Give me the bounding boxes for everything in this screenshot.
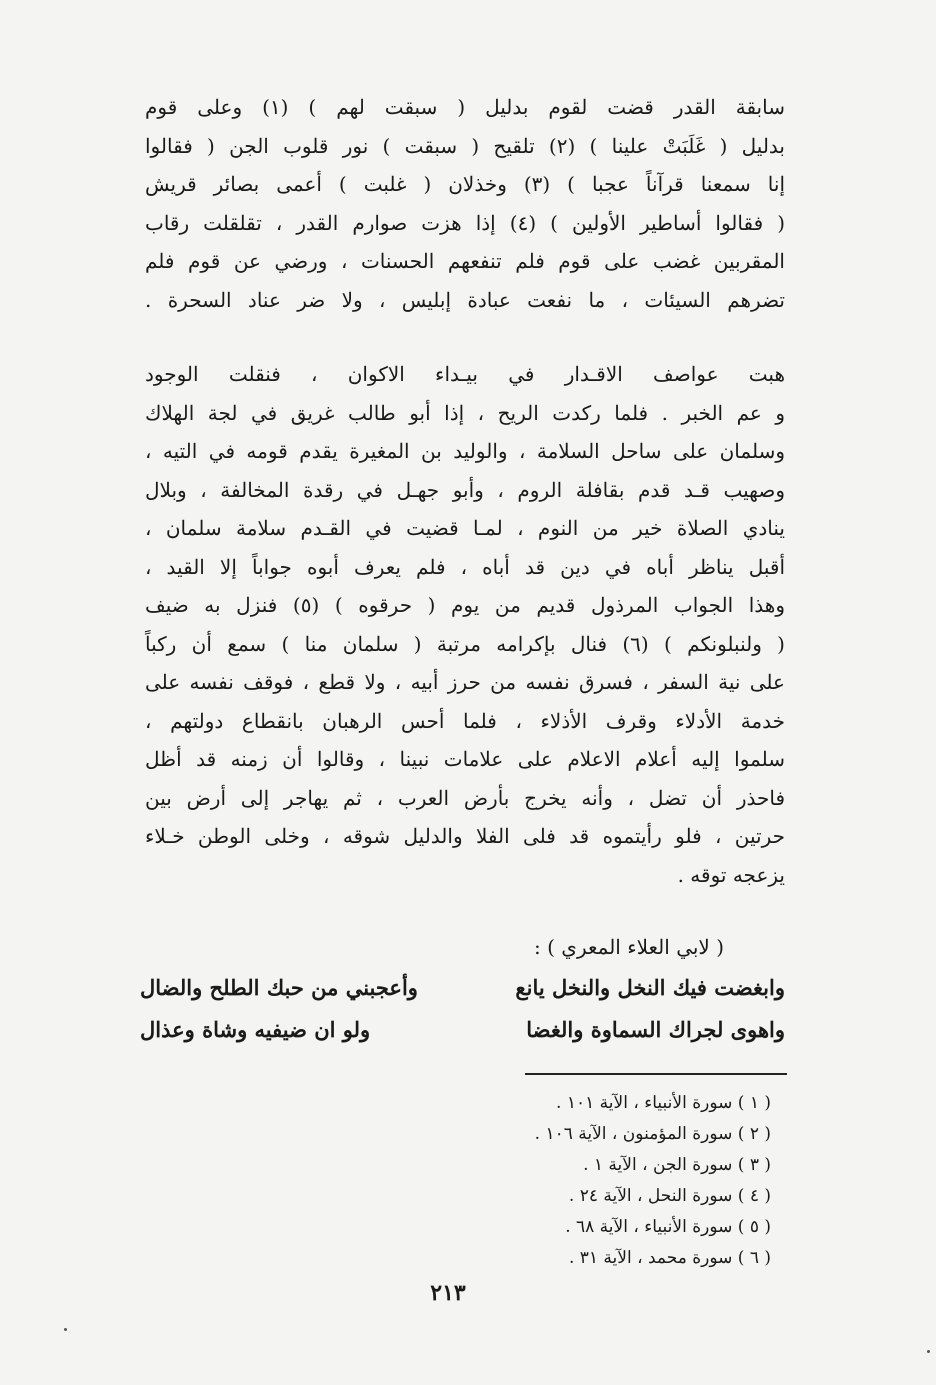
verse-first-hemistich: وابغضت فيك النخل والنخل يانع (515, 975, 785, 1000)
page-number: ٢١٣ (430, 1280, 466, 1306)
text-line: وهذا الجواب المرذول قديم من يوم ( حرقوه ) (٥) فنزل به ضيف (145, 593, 786, 617)
footnote-divider (525, 1073, 787, 1075)
text-line: المقربين غضب على قوم فلم تنفعهم الحسنات ، ورضي عن قوم فلم (145, 249, 785, 273)
verse-first-hemistich: واهوى لجراك السماوة والغضا (526, 1017, 785, 1042)
text-line: بدليل ( غَلَبَتْ علينا ) (٢) تلقيح ( سبقت ) نور قلوب الجن ( فقالوا (145, 133, 785, 158)
footnote: ( ٥ ) سورة الأنبياء ، الآية ٦٨ . (565, 1217, 771, 1237)
text-line: و عم الخبر . فلما ركدت الريح ، إذا أبو طالب غريق في لجة الهلاك (145, 400, 785, 425)
footnote: ( ٦ ) سورة محمد ، الآية ٣١ . (568, 1248, 771, 1268)
footnote: ( ١ ) سورة الأنبياء ، الآية ١٠١ . (556, 1093, 771, 1113)
text-line: يزعجه توقه . (677, 862, 785, 887)
text-line: حرتين ، فلو رأيتموه قد فلى الفلا والدليل شوقه ، وخلى الوطن خـلاء (145, 824, 785, 848)
scan-speck (927, 1350, 930, 1353)
text-line: ( فقالوا أساطير الأولين ) (٤) إذا هزت صوارم القدر ، تقلقلت رقاب (145, 210, 785, 235)
paragraph-2 (145, 355, 785, 894)
verse-second-hemistich: وأعجبني من حبك الطلح والضال (140, 975, 418, 1000)
paragraph-1 (145, 88, 785, 319)
text-line: وصهيب قـد قدم بقافلة الروم ، وأبو جهـل في رقدة المخالفة ، وبلال (145, 477, 785, 502)
poem-attribution: ( لابي العلاء المعري ) : (534, 935, 724, 959)
text-line: إنا سمعنا قرآناً عجبا ) (٣) وخذلان ( غلبت ) أعمى بصائر قريش (145, 172, 786, 196)
text-line: ( ولنبلونكم ) (٦) فنال بإكرامه مرتبة ( سلمان منا ) سمع أن ركباً (145, 631, 785, 656)
footnote: ( ٢ ) سورة المؤمنون ، الآية ١٠٦ . (534, 1124, 771, 1144)
footnote: ( ٤ ) سورة النحل ، الآية ٢٤ . (568, 1186, 771, 1206)
text-line: سلموا إليه أعلام الاعلام على علامات نبينا ، وقالوا أن زمنه قد أظل (145, 747, 785, 771)
text-line: أقبل يناظر أباه في دين قد أباه ، فلم يعرف أبوه جواباً إلا القيد ، (145, 554, 785, 579)
text-line: هبت عواصف الاقـدار في بيـداء الاكوان ، فنقلت الوجود (145, 362, 785, 386)
footnotes (535, 1088, 771, 1274)
text-line: سابقة القدر قضت لقوم بدليل ( سبقت لهم ) (١) وعلى قوم (145, 95, 785, 119)
text-line: وسلمان على ساحل السلامة ، والوليد بن المغيرة يقدم قومه في التيه ، (145, 439, 785, 463)
footnote: ( ٣ ) سورة الجن ، الآية ١ . (583, 1155, 771, 1175)
text-line: تضرهم السيئات ، ما نفعت عبادة إبليس ، ولا ضر عناد السحرة . (145, 287, 785, 312)
text-line: على نية السفر ، فسرق نفسه من حرز أبيه ، ولا قطع ، فوقف نفسه على (145, 670, 785, 694)
verse-second-hemistich: ولو ان ضيفيه وشاة وعذال (140, 1017, 371, 1042)
scan-speck (64, 1328, 67, 1331)
text-line: فاحذر أن تضل ، وأنه يخرج بأرض العرب ، ثم يهاجر إلى أرض بين (145, 785, 785, 810)
text-line: ينادي الصلاة خير من النوم ، لمـا قضيت في القـدم سلامة سلمان ، (145, 516, 785, 540)
text-line: خدمة الأدلاء وقرف الأذلاء ، فلما أحس الرهبان بانقطاع دولتهم ، (145, 708, 785, 733)
